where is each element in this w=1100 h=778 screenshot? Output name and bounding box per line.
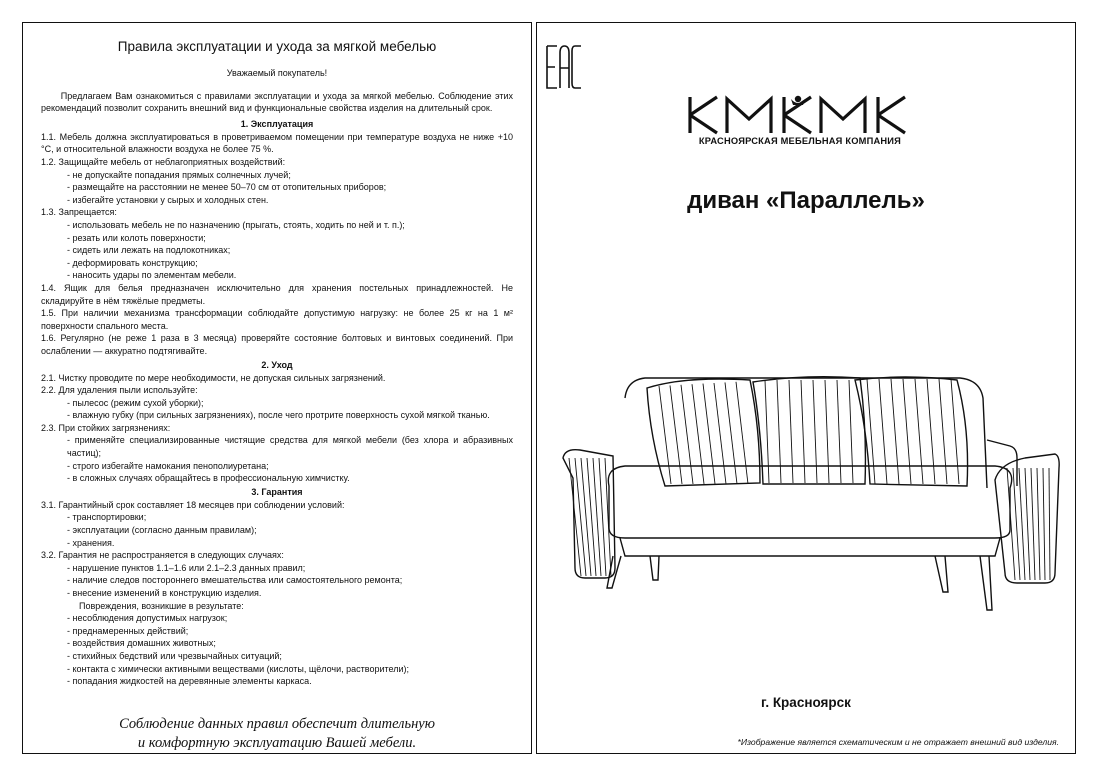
sofa-leg-4 — [980, 556, 992, 610]
intro-paragraph: Предлагаем Вам ознакомиться с правилами эксплуатации и ухода за мягкой мебелью. Соблюдение этих рекомендаций позволит сохранить внешний вид и функциональные свойства изделия на длительный срок. — [41, 91, 513, 114]
sofa-rib — [1025, 468, 1030, 580]
rule-subitem: - хранения. — [67, 537, 115, 548]
city-label: г. Красноярск — [761, 695, 851, 710]
rules-title: Правила эксплуатации и ухода за мягкой мебелью — [117, 39, 437, 54]
rule-subitem: - преднамеренных действий; — [67, 625, 189, 636]
rule-item: 2.3. При стойких загрязнениях: — [41, 422, 171, 433]
sofa-rib — [939, 379, 947, 484]
rule-item: 2.1. Чистку проводите по мере необходимости, не допуская сильных загрязнений. — [41, 372, 386, 383]
rule-subitem: - внесение изменений в конструкцию изделия. — [67, 588, 262, 598]
sofa-rib — [849, 380, 853, 483]
section-title: 1. Эксплуатация — [240, 118, 314, 129]
rules-panel — [22, 22, 532, 754]
sofa-rib — [1049, 468, 1050, 580]
rule-item: 3.2. Гарантия не распространяется в следующих случаях: — [41, 550, 284, 561]
sofa-cushion-left — [647, 379, 760, 486]
sofa-rib — [777, 380, 781, 483]
rule-item: 3.1. Гарантийный срок составляет 18 месяцев при соблюдении условий: — [41, 499, 345, 510]
sofa-rib — [575, 458, 586, 576]
rule-item: 1.1. Мебель должна эксплуатироваться в проветриваемом помещении при температуре воздуха не ниже +10 °C, и относительной влажности воздуха не более 75 %. — [41, 131, 513, 155]
rule-subitem: - наносить удары по элементам мебели. — [67, 270, 237, 281]
sofa-rib — [813, 380, 817, 483]
sofa-arm-left — [563, 450, 615, 578]
sofa-rib — [891, 379, 899, 484]
rule-subitem: - резать или колоть поверхности; — [67, 232, 206, 243]
sofa-rib — [867, 379, 875, 484]
sofa-rib — [837, 380, 841, 483]
sofa-rib — [1037, 468, 1040, 580]
rule-item: 1.5. При наличии механизма трансформации соблюдайте допустимую нагрузку: не более 25 кг на 1 м² поверхности спального места. — [41, 308, 513, 331]
rule-subitem: - влажную губку (при сильных загрязнениях), после чего протрите поверхность сухой мягкой тканью. — [67, 410, 490, 421]
sofa-back-frame — [625, 378, 987, 488]
sofa-rib — [736, 382, 748, 484]
rule-item: 1.2. Защищайте мебель от неблагоприятных воздействий: — [41, 157, 286, 167]
sofa-rib — [801, 380, 805, 483]
rule-subitem: - транспортировки; — [67, 512, 147, 523]
sofa-rib-lines — [569, 379, 1050, 580]
sofa-rib — [581, 458, 591, 576]
rule-subitem: - нарушение пунктов 1.1–1.6 или 2.1–2.3 данных правил; — [67, 562, 306, 573]
sofa-cushion-middle — [753, 377, 865, 484]
sofa-rib — [879, 379, 887, 484]
section-title: 2. Уход — [261, 359, 293, 370]
rule-subitem: - не допускайте попадания прямых солнечных лучей; — [67, 169, 291, 180]
image-disclaimer: *Изображение является схематическим и не отражает внешний вид изделия. — [737, 737, 1059, 747]
cover-panel — [536, 22, 1076, 754]
rule-item: 1.4. Ящик для белья предназначен исключительно для хранения постельных принадлежностей. Не складируйте в нём тяжёлые предметы. — [41, 282, 513, 306]
sofa-rib — [605, 458, 611, 576]
greeting: Уважаемый покупатель! — [226, 68, 328, 78]
sofa-rib — [903, 379, 911, 484]
sofa-rib — [825, 380, 829, 483]
sofa-rib — [714, 383, 726, 484]
rule-subitem: - наличие следов постороннего вмешательства или самостоятельного ремонта; — [67, 575, 403, 586]
rule-subitem: - размещайте на расстоянии не менее 50–70 см от отопительных приборов; — [67, 182, 387, 193]
sofa-rib — [1043, 468, 1045, 580]
sofa-rib — [927, 379, 935, 484]
rule-subitem: - избегайте установки у сырых и холодных стен. — [67, 194, 269, 205]
rule-subitem: - в сложных случаях обращайтесь в профессиональную химчистку. — [67, 473, 350, 484]
sofa-rib — [1031, 468, 1035, 580]
rule-subitem: - контакта с химически активными веществами (кислоты, щёлочи, растворители); — [67, 663, 410, 674]
kmk-logo — [687, 93, 917, 137]
sofa-rib — [765, 380, 769, 483]
sofa-seat — [608, 466, 1011, 538]
sofa-rib — [703, 384, 715, 484]
company-name: КРАСНОЯРСКАЯ МЕБЕЛЬНАЯ КОМПАНИЯ — [698, 136, 902, 146]
product-title: диван «Параллель» — [687, 187, 925, 214]
closing-note — [23, 715, 531, 753]
closing-line-2: и комфортную эксплуатацию Вашей мебели. — [137, 735, 417, 751]
sofa-back-side — [987, 440, 1017, 486]
rules-sections — [41, 118, 513, 688]
rule-subitem: - воздействия домашних животных; — [67, 638, 216, 649]
sofa-rib — [915, 379, 923, 484]
rule-subitem: - строго избегайте намокания пенополиуретана; — [67, 460, 269, 471]
rule-item: 1.6. Регулярно (не реже 1 раза в 3 месяца) проверяйте состояние болтовых и винтовых соединений. При ослаблении — аккуратно подтягивайте. — [41, 333, 513, 356]
crown-icon — [791, 96, 805, 105]
section-title: 3. Гарантия — [251, 486, 303, 497]
sofa-rib — [789, 380, 793, 483]
rule-item: 2.2. Для удаления пыли используйте: — [41, 385, 198, 396]
sofa-leg-2 — [650, 556, 659, 580]
sofa-rib — [692, 384, 704, 484]
rule-subitem: Повреждения, возникшие в результате: — [79, 600, 244, 611]
rule-subitem: - попадания жидкостей на деревянные элементы каркаса. — [67, 676, 312, 687]
sofa-base — [620, 538, 1000, 556]
rule-subitem: - использовать мебель не по назначению (прыгать, стоять, ходить по ней и т. п.); — [67, 219, 405, 230]
sofa-illustration — [555, 368, 1060, 618]
closing-line-1: Соблюдение данных правил обеспечит длительную — [119, 716, 435, 732]
sofa-leg-3 — [935, 556, 948, 592]
sofa-rib — [725, 382, 737, 484]
sofa-rib — [670, 385, 682, 484]
eac-certification-mark — [545, 43, 583, 91]
rule-subitem: - применяйте специализированные чистящие средства для мягкой мебели (без хлора и абразивных частиц); — [67, 435, 513, 459]
rule-subitem: - пылесос (режим сухой уборки); — [67, 397, 204, 408]
rule-subitem: - деформировать конструкцию; — [67, 257, 198, 268]
sofa-rib — [951, 379, 959, 484]
rule-subitem: - стихийных бедствий или чрезвычайных ситуаций; — [67, 650, 282, 661]
rule-subitem: - сидеть или лежать на подлокотниках; — [67, 245, 231, 256]
sofa-cushion-right — [855, 377, 968, 486]
sofa-rib — [1019, 468, 1025, 580]
sofa-rib — [681, 385, 693, 484]
rule-subitem: - несоблюдения допустимых нагрузок; — [67, 613, 228, 624]
rule-subitem: - эксплуатации (согласно данным правилам); — [67, 525, 257, 536]
rule-item: 1.3. Запрещается: — [41, 207, 117, 218]
